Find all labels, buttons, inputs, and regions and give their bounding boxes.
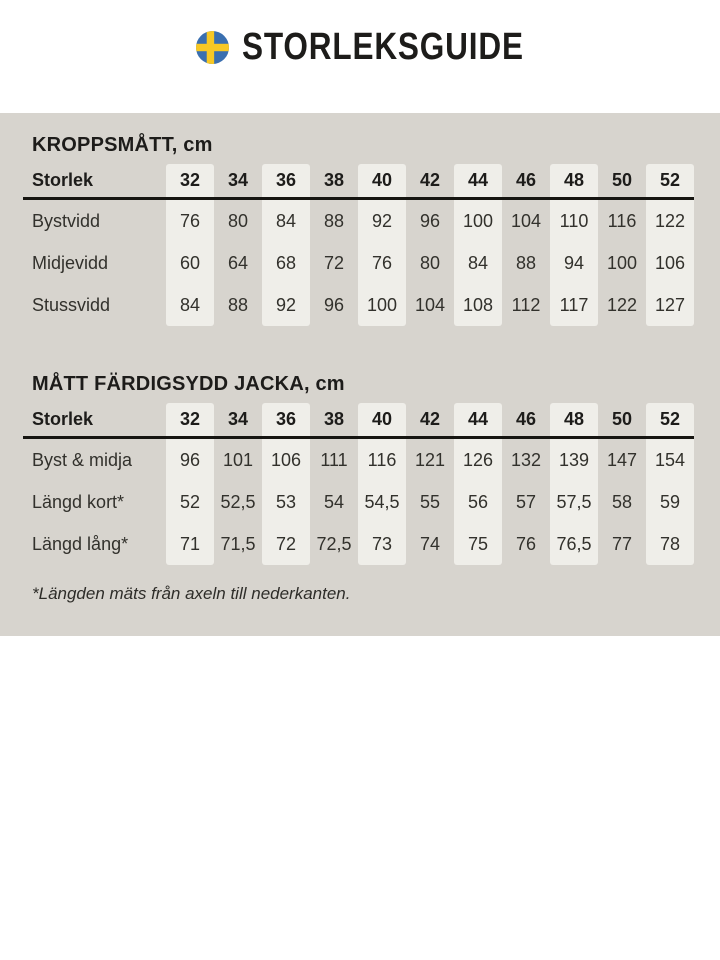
row-label: Midjevidd	[32, 252, 109, 273]
page-title-text: STORLEKSGUIDE	[242, 26, 524, 68]
value-cell: 72,5	[316, 533, 352, 554]
value-cell: 104	[510, 210, 542, 231]
table-row	[23, 200, 694, 242]
value-cell: 76	[358, 242, 406, 284]
size-col-50: 50	[598, 164, 646, 200]
value-cell: 96	[323, 294, 345, 315]
value-cell: 75	[454, 523, 502, 565]
value-cell: 106	[646, 242, 694, 284]
value-cell: 154	[646, 439, 694, 481]
value-cell: 78	[646, 523, 694, 565]
size-col-34: 34	[214, 164, 262, 200]
size-col-32: 32	[166, 403, 214, 439]
value-cell: 132	[510, 449, 542, 470]
value-cell: 104	[414, 294, 446, 315]
value-cell: 127	[646, 284, 694, 326]
size-col-36: 36	[262, 403, 310, 439]
table-row	[23, 481, 694, 523]
size-col-44: 44	[454, 403, 502, 439]
value-cell: 77	[611, 533, 633, 554]
value-cell: 112	[511, 294, 541, 315]
value-cell: 84	[262, 200, 310, 242]
size-grid	[23, 164, 694, 326]
size-col-32: 32	[166, 164, 214, 200]
size-col-36: 36	[262, 164, 310, 200]
value-cell: 68	[262, 242, 310, 284]
size-col-50: 50	[598, 403, 646, 439]
value-cell: 108	[454, 284, 502, 326]
size-col-48: 48	[550, 164, 598, 200]
value-cell: 56	[454, 481, 502, 523]
size-col-38: 38	[310, 403, 358, 439]
value-cell: 64	[227, 252, 249, 273]
size-col-48: 48	[550, 403, 598, 439]
size-col-40: 40	[358, 403, 406, 439]
size-grid	[23, 403, 694, 565]
value-cell: 52,5	[220, 491, 256, 512]
footnote: *Längden mäts från axeln till nederkanten.	[32, 584, 351, 603]
page-title	[242, 27, 524, 67]
value-cell: 58	[611, 491, 633, 512]
row-label: Bystvidd	[32, 210, 101, 231]
size-col-42: 42	[406, 164, 454, 200]
value-cell: 71,5	[220, 533, 256, 554]
value-cell: 96	[166, 439, 214, 481]
table-row	[23, 439, 694, 481]
value-cell: 80	[419, 252, 441, 273]
tables-host	[0, 133, 720, 565]
size-col-40: 40	[358, 164, 406, 200]
value-cell: 71	[166, 523, 214, 565]
value-cell: 122	[606, 294, 638, 315]
value-cell: 53	[262, 481, 310, 523]
value-cell: 52	[166, 481, 214, 523]
size-col-38: 38	[310, 164, 358, 200]
header-label: Storlek	[23, 164, 166, 200]
value-cell: 101	[222, 449, 254, 470]
value-cell: 92	[262, 284, 310, 326]
size-col-52: 52	[646, 164, 694, 200]
value-cell: 88	[515, 252, 537, 273]
value-cell: 106	[262, 439, 310, 481]
value-cell: 72	[323, 252, 345, 273]
value-cell: 80	[227, 210, 249, 231]
value-cell: 139	[550, 439, 598, 481]
value-cell: 57	[515, 491, 537, 512]
size-table-2	[0, 372, 720, 565]
value-cell: 100	[606, 252, 638, 273]
size-col-44: 44	[454, 164, 502, 200]
value-cell: 117	[550, 284, 598, 326]
value-cell: 121	[414, 449, 446, 470]
value-cell: 116	[607, 210, 637, 231]
sweden-flag-icon	[196, 31, 229, 64]
value-cell: 57,5	[550, 481, 598, 523]
value-cell: 76	[515, 533, 537, 554]
row-label: Byst & midja	[32, 449, 133, 470]
value-cell: 100	[358, 284, 406, 326]
row-label: Längd kort*	[32, 491, 125, 512]
value-cell: 54	[323, 491, 345, 512]
table-row	[23, 523, 694, 565]
value-cell: 59	[646, 481, 694, 523]
value-cell: 76	[166, 200, 214, 242]
value-cell: 116	[358, 439, 406, 481]
value-cell: 55	[419, 491, 441, 512]
size-col-46: 46	[502, 403, 550, 439]
value-cell: 100	[454, 200, 502, 242]
row-label: Längd lång*	[32, 533, 129, 554]
value-cell: 92	[358, 200, 406, 242]
value-cell: 72	[262, 523, 310, 565]
size-guide-panel	[0, 113, 720, 636]
header-row	[23, 403, 694, 439]
size-table-1	[0, 133, 720, 326]
value-cell: 60	[166, 242, 214, 284]
value-cell: 122	[646, 200, 694, 242]
size-col-34: 34	[214, 403, 262, 439]
table-title: MÅTT FÄRDIGSYDD JACKA, cm	[32, 373, 345, 395]
value-cell: 110	[550, 200, 598, 242]
value-cell: 76,5	[550, 523, 598, 565]
size-col-52: 52	[646, 403, 694, 439]
value-cell: 84	[454, 242, 502, 284]
value-cell: 96	[419, 210, 441, 231]
table-title: KROPPSMÅTT, cm	[32, 134, 213, 156]
masthead	[0, 27, 720, 67]
table-row	[23, 242, 694, 284]
row-label: Stussvidd	[32, 294, 111, 315]
size-col-42: 42	[406, 403, 454, 439]
size-col-46: 46	[502, 164, 550, 200]
value-cell: 94	[550, 242, 598, 284]
table-row	[23, 284, 694, 326]
value-cell: 88	[323, 210, 345, 231]
header-label: Storlek	[23, 403, 166, 439]
value-cell: 73	[358, 523, 406, 565]
value-cell: 126	[454, 439, 502, 481]
header-row	[23, 164, 694, 200]
value-cell: 84	[166, 284, 214, 326]
value-cell: 88	[227, 294, 249, 315]
value-cell: 111	[320, 449, 348, 470]
value-cell: 74	[419, 533, 441, 554]
value-cell: 147	[606, 449, 638, 470]
value-cell: 54,5	[358, 481, 406, 523]
